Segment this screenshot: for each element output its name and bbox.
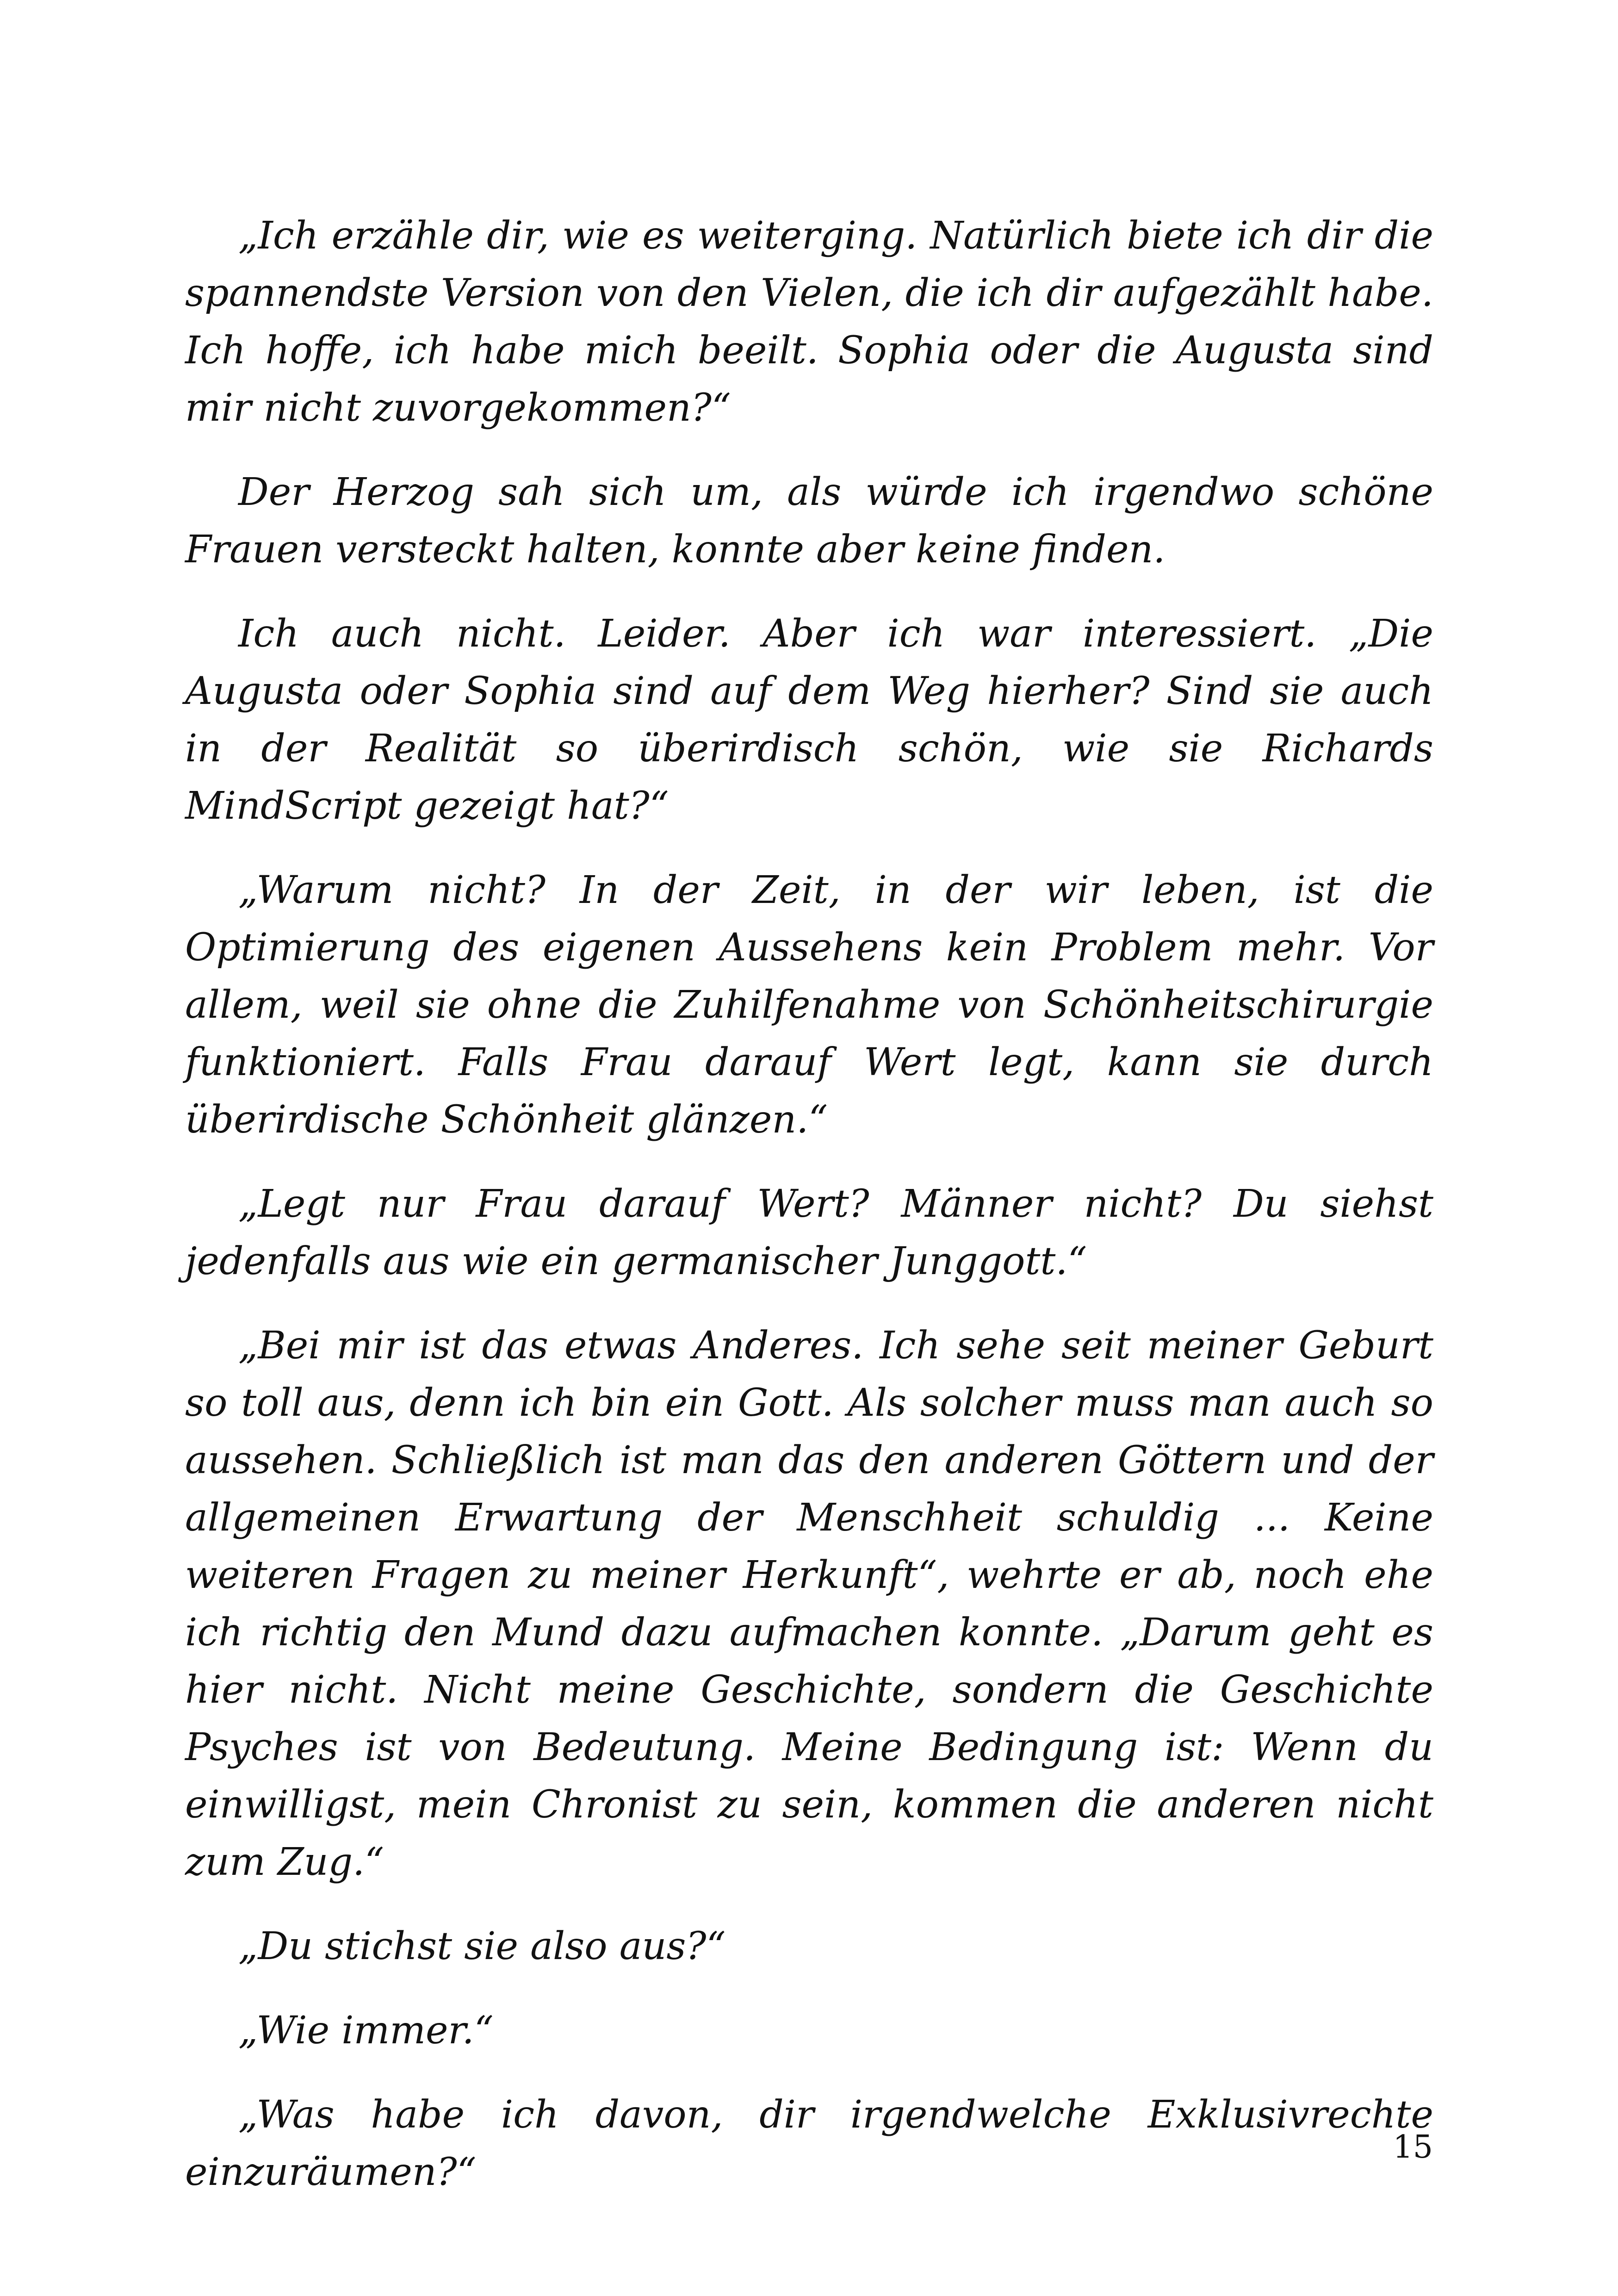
paragraph-7: „Du stichst sie also aus?“ [238, 1924, 726, 1968]
page-number: 15 [1393, 2129, 1433, 2165]
paragraph-3: Ich auch nicht. Leider. Aber ich war interessiert. „Die Augusta oder Sophia sind auf dem Weg hierher? Sind sie auch in der Realität so überirdisch schön, wie sie Richards MindScript gezeigt hat?“ [185, 612, 1433, 828]
paragraph-1: „Ich erzähle dir, wie es weiterging. Natürlich biete ich dir die spannendste Version von den Vielen, die ich dir aufgezählt habe. Ich hoffe, ich habe mich beeilt. Sophia oder die Augusta sind mir nicht zuvorgekommen?“ [185, 214, 1433, 430]
paragraph-9: „Was habe ich davon, dir irgendwelche Exklusivrechte einzuräumen?“ [185, 2093, 1433, 2194]
paragraph-5: „Legt nur Frau darauf Wert? Männer nicht? Du siehst jedenfalls aus wie ein germanischer Junggott.“ [185, 1182, 1433, 1283]
paragraph-8: „Wie immer.“ [238, 2009, 494, 2053]
body-text [185, 207, 1433, 2228]
paragraph-6: „Bei mir ist das etwas Anderes. Ich sehe seit meiner Geburt so toll aus, denn ich bin ein Gott. Als solcher muss man auch so aussehen. Schließlich ist man das den anderen Göttern und der allgemeinen Erwartung der Menschheit schuldig ... Keine weiteren Fragen zu meiner Herkunft“, wehrte er ab, noch ehe ich richtig den Mund dazu aufmachen konnte. „Darum geht es hier nicht. Nicht meine Geschichte, sondern die Geschichte Psyches ist von Bedeutung. Meine Bedingung ist: Wenn du einwilligst, mein Chronist zu sein, kommen die anderen nicht zum Zug.“ [185, 1324, 1433, 1884]
paragraph-4: „Warum nicht? In der Zeit, in der wir leben, ist die Optimierung des eigenen Aussehens kein Problem mehr. Vor allem, weil sie ohne die Zuhilfenahme von Schönheitschirurgie funktioniert. Falls Frau darauf Wert legt, kann sie durch überirdische Schönheit glänzen.“ [185, 868, 1433, 1142]
paragraph-2: Der Herzog sah sich um, als würde ich irgendwo schöne Frauen versteckt halten, konnte aber keine finden. [185, 470, 1433, 572]
